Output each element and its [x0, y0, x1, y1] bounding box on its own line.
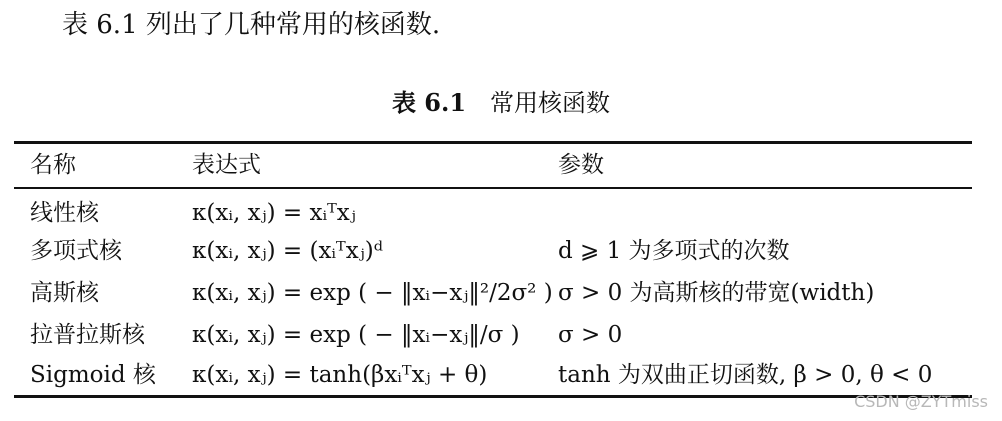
- header-name: 名称: [30, 152, 76, 178]
- table-caption-title: 常用核函数: [490, 89, 611, 117]
- row-sigmoid-name: Sigmoid 核: [30, 362, 156, 388]
- table-bottom-rule: [14, 395, 972, 398]
- row-linear-name: 线性核: [30, 200, 99, 226]
- row-sigmoid-params: tanh 为双曲正切函数, β > 0, θ < 0: [558, 362, 933, 388]
- table-header-rule: [14, 187, 972, 189]
- table-top-rule: [14, 141, 972, 144]
- row-gaussian-params: σ > 0 为高斯核的带宽(width): [558, 280, 875, 306]
- row-laplacian-name: 拉普拉斯核: [30, 322, 145, 348]
- watermark: CSDN @ZYTmiss: [854, 392, 988, 411]
- row-gaussian-expression: κ(xᵢ, xⱼ) = exp ( − ‖xᵢ−xⱼ‖²/2σ² ): [192, 280, 553, 306]
- row-polynomial-expression: κ(xᵢ, xⱼ) = (xᵢᵀxⱼ)ᵈ: [192, 238, 383, 264]
- intro-text: 表 6.1 列出了几种常用的核函数.: [62, 10, 441, 40]
- row-laplacian-params: σ > 0: [558, 322, 623, 348]
- row-polynomial-name: 多项式核: [30, 238, 122, 264]
- header-expression: 表达式: [192, 152, 261, 178]
- row-laplacian-expression: κ(xᵢ, xⱼ) = exp ( − ‖xᵢ−xⱼ‖/σ ): [192, 322, 520, 348]
- row-sigmoid-expression: κ(xᵢ, xⱼ) = tanh(βxᵢᵀxⱼ + θ): [192, 362, 488, 388]
- table-caption-label: 表 6.1: [391, 88, 467, 117]
- table-caption: [0, 86, 1002, 120]
- header-params: 参数: [558, 152, 604, 178]
- row-linear-expression: κ(xᵢ, xⱼ) = xᵢᵀxⱼ: [192, 200, 356, 226]
- row-gaussian-name: 高斯核: [30, 280, 99, 306]
- row-polynomial-params: d ⩾ 1 为多项式的次数: [558, 238, 790, 264]
